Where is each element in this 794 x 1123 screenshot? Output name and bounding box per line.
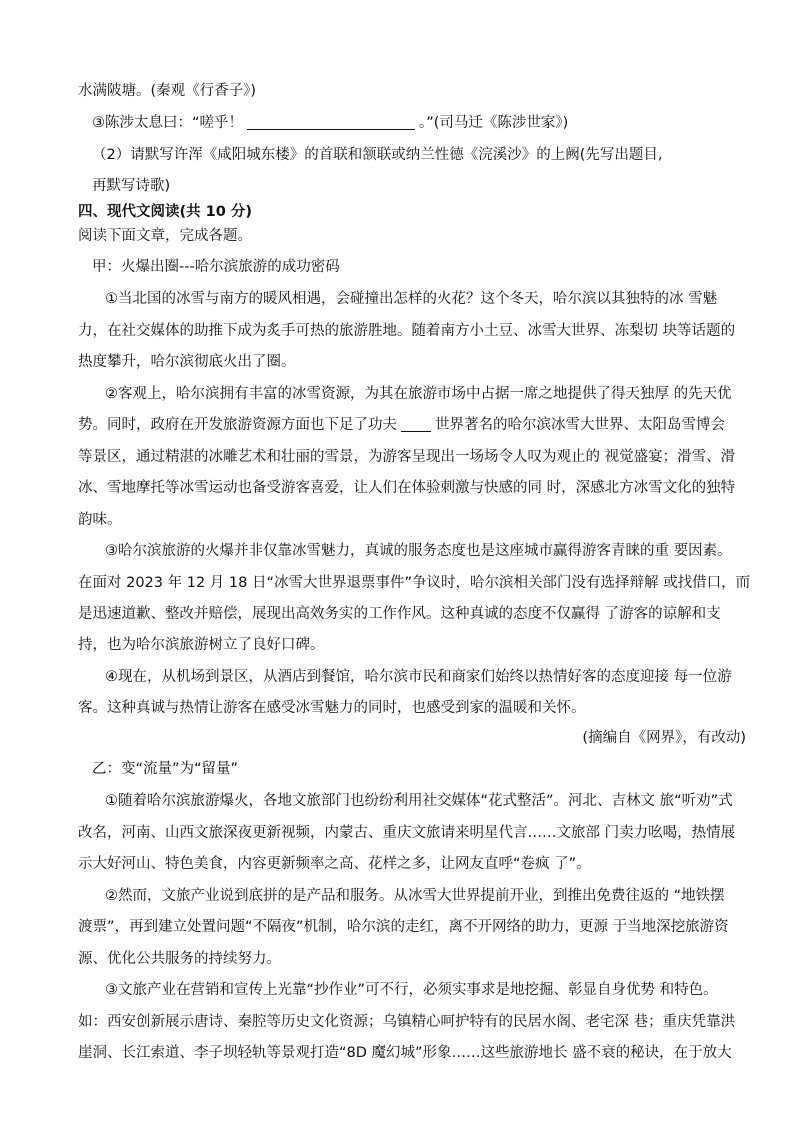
text-line: 热度攀升，哈尔滨彻底火出了圈。: [78, 354, 296, 370]
text-line: ①随着哈尔滨旅游爆火，各地文旅部门也纷纷利用社交媒体“花式整活”。河北、吉林文 旅“听劝”式: [105, 793, 733, 809]
text-line: 源、优化公共服务的持续努力。: [78, 951, 281, 967]
text-line: （2）请默写许浑《咸阳城东楼》的首联和颔联或纳兰性德《浣溪沙》的上阙(先写出题目,: [92, 147, 663, 163]
text-line: ②客观上，哈尔滨拥有丰富的冰雪资源，为其在旅游市场中占据一席之地提供了得天独厚 的先天优: [105, 386, 732, 402]
text-line: ③文旅产业在营销和宣传上光靠“抄作业”可不行，必须实事求是地挖掘、彰显自身优势 和特色。: [105, 982, 718, 998]
text-line: 是迅速道歉、整改并赔偿，展现出高效务实的工作作风。这种真诚的态度不仅赢得 了游客的谅解和支: [78, 606, 721, 622]
text-line: 客。这种真诚与热情让游客在感受冰雪魅力的同时，也感受到家的温暖和关怀。: [78, 700, 586, 716]
text-line: ④现在，从机场到景区，从酒店到餐馆，哈尔滨市民和商家们始终以热情好客的态度迎接 每一位游: [105, 669, 732, 685]
answer-blank: [401, 417, 431, 432]
answer-blank: [247, 115, 415, 130]
text-line: ②然而，文旅产业说到底拼的是产品和服务。从冰雪大世界提前开业，到推出免费往返的 “地铁摆: [105, 888, 725, 904]
text-line: 改名，河南、山西文旅深夜更新视频，内蒙古、重庆文旅请来明星代言……文旅部 门卖力吆喝，热情展: [78, 825, 736, 841]
text-line: ①当北国的冰雪与南方的暖风相遇，会碰撞出怎样的火花？这个冬天，哈尔滨以其独特的冰 雪魅: [105, 291, 718, 307]
source-note: (摘编自《网界》，有改动): [582, 730, 746, 746]
text-span: ③陈涉太息曰：“嗟乎！: [92, 115, 244, 131]
section-heading: 四、现代文阅读(共 10 分): [78, 204, 253, 220]
text-line: 持，也为哈尔滨旅游树立了良好口碑。: [78, 637, 325, 653]
text-line: 再默写诗歌): [92, 178, 171, 194]
text-line: 韵味。: [78, 512, 122, 528]
article-title: 甲：火爆出圈---哈尔滨旅游的成功密码: [92, 259, 340, 275]
text-line: 力，在社交媒体的助推下成为炙手可热的旅游胜地。随着南方小土豆、冰雪大世界、冻梨切 块等话题的: [78, 323, 736, 339]
text-line: 在面对 2023 年 12 月 18 日“冰雪大世界退票事件”争议时，哈尔滨相关部门没有选择辩解 或找借口，而: [78, 575, 751, 591]
text-line: [92, 113, 568, 133]
text-line: 示大好河山、特色美食，内容更新频率之高、花样之多，让网友直呼“卷疯 了”。: [78, 856, 591, 872]
text-span: 势。同时，政府在开发旅游资源方面也下足了功夫: [78, 417, 397, 433]
text-line: 如：西安创新展示唐诗、秦腔等历史文化资源；乌镇精心呵护特有的民居水阁、老宅深 巷；重庆凭靠洪: [78, 1014, 736, 1030]
text-line: 崖洞、长江索道、李子坝轻轨等景观打造“8D 魔幻城”形象……这些旅游地长 盛不衰的秘诀，在于放大: [78, 1045, 732, 1061]
text-line: 水满陂塘。(秦观《行香子》): [78, 83, 257, 99]
text-line: 渡票”，再到建立处置问题“不隔夜”机制，哈尔滨的走红，离不开网络的助力，更源 于当地深挖旅游资: [78, 919, 729, 935]
text-line: 冰、雪地摩托等冰雪运动也备受游客喜爱，让人们在体验刺激与快感的同 时，深感北方冰雪文化的独特: [78, 480, 736, 496]
text-line: ③哈尔滨旅游的火爆并非仅靠冰雪魅力，真诚的服务态度也是这座城市赢得游客青睐的重 要因素。: [105, 543, 732, 559]
text-line: 等景区，通过精湛的冰雕艺术和壮丽的雪景，为游客呈现出一场场令人叹为观止的 视觉盛宴；滑雪、滑: [78, 449, 736, 465]
text-line: 阅读下面文章，完成各题。: [78, 228, 252, 244]
text-span: 世界著名的哈尔滨冰雪大世界、太阳岛雪博会: [435, 417, 725, 433]
article-title: 乙：变“流量”为“留量”: [92, 761, 239, 777]
text-line: [78, 415, 725, 435]
text-span: 。”(司马迁《陈涉世家》): [419, 115, 569, 131]
